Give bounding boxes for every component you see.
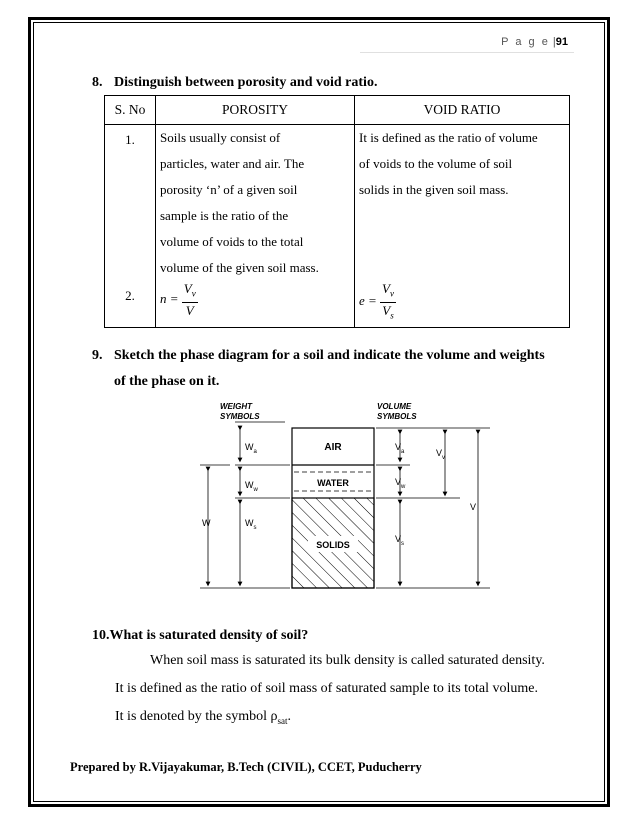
answer-10-line3-text: It is denoted by the symbol ρ (115, 709, 278, 724)
page-number: 91 (555, 36, 568, 48)
vw-label: $V_w$ (395, 477, 406, 490)
phase-air-label: AIR (324, 442, 342, 453)
row1-sno (105, 125, 156, 328)
v-label: V (470, 502, 477, 512)
question-8 (92, 70, 377, 96)
porosity-formula (160, 281, 350, 323)
porosity-line: particles, water and air. The (160, 156, 305, 171)
page-footer: Prepared by R.Vijayakumar, B.Tech (CIVIL), CCET, Puducherry (70, 760, 422, 774)
void-formula-lhs: e = (359, 293, 377, 309)
answer-10-line3-period: . (287, 709, 292, 724)
page-separator: | (552, 36, 556, 48)
porosity-line: porosity ‘n’ of a given soil (160, 182, 298, 197)
wa-label: $W_a$ (245, 442, 257, 455)
row1-void-ratio (355, 125, 570, 328)
void-formula (359, 281, 565, 327)
porosity-numerator: $V_v$ (182, 281, 198, 303)
header-rule (360, 52, 574, 53)
rho-subscript: sat (277, 715, 288, 726)
table-bottom-border (105, 327, 570, 328)
question-8-text: Distinguish between porosity and void ratio. (114, 75, 378, 90)
porosity-line: volume of voids to the total (160, 234, 304, 249)
question-10-text: What is saturated density of soil? (109, 628, 309, 643)
table-header-row (105, 96, 570, 125)
porosity-formula-lhs: n = (160, 290, 179, 306)
question-8-number: 8. (92, 75, 103, 90)
page-header (501, 36, 568, 48)
table-row (105, 125, 570, 328)
question-9-line2: of the phase on it. (114, 374, 220, 389)
row1-porosity (156, 125, 355, 328)
question-10-number: 10. (92, 628, 110, 643)
volume-symbols-line2: SYMBOLS (377, 412, 417, 421)
void-denominator: $V_s$ (382, 302, 394, 321)
spacer (359, 203, 565, 281)
answer-10-line3 (115, 709, 291, 726)
answer-10-line2: It is defined as the ratio of soil mass of saturated sample to its total volume. (115, 681, 539, 696)
vs-label: $V_s$ (395, 534, 405, 547)
porosity-line: volume of the given soil mass. (160, 260, 319, 275)
ws-label: $W_s$ (245, 518, 257, 531)
void-line: of voids to the volume of soil (359, 156, 513, 171)
void-numerator: $V_v$ (380, 281, 396, 303)
ww-label: $W_w$ (245, 480, 258, 493)
porosity-line: Soils usually consist of (160, 130, 281, 145)
phase-water-label: WATER (317, 478, 349, 488)
row1-sno-text: 1. (125, 132, 135, 147)
answer-10-line1: When soil mass is saturated its bulk density is called saturated density. (150, 653, 545, 668)
phase-diagram (190, 398, 500, 598)
phase-solids-label: SOLIDS (316, 540, 350, 550)
question-9-line1: Sketch the phase diagram for a soil and indicate the volume and weights (114, 348, 545, 363)
void-line: solids in the given soil mass. (359, 182, 509, 197)
spacer (109, 153, 151, 283)
page-label: P a g e (501, 36, 550, 48)
weight-symbols-line1: WEIGHT (220, 402, 252, 411)
row2-sno-text: 2. (125, 288, 135, 303)
weight-symbols-line2: SYMBOLS (220, 412, 260, 421)
question-9-number: 9. (92, 348, 103, 363)
comparison-table (104, 95, 570, 328)
header-sno: S. No (105, 96, 156, 125)
w-label: W (202, 518, 211, 528)
porosity-fraction (182, 281, 198, 319)
porosity-line: sample is the ratio of the (160, 208, 289, 223)
vv-label: $V_v$ (436, 448, 446, 461)
porosity-denominator: V (185, 302, 194, 318)
void-fraction (380, 281, 396, 323)
va-label: $V_a$ (395, 442, 405, 455)
header-void-ratio: VOID RATIO (355, 96, 570, 125)
void-line: It is defined as the ratio of volume (359, 130, 538, 145)
question-10 (92, 623, 308, 649)
header-porosity: POROSITY (156, 96, 355, 125)
question-9 (92, 343, 545, 395)
volume-symbols-line1: VOLUME (377, 402, 412, 411)
